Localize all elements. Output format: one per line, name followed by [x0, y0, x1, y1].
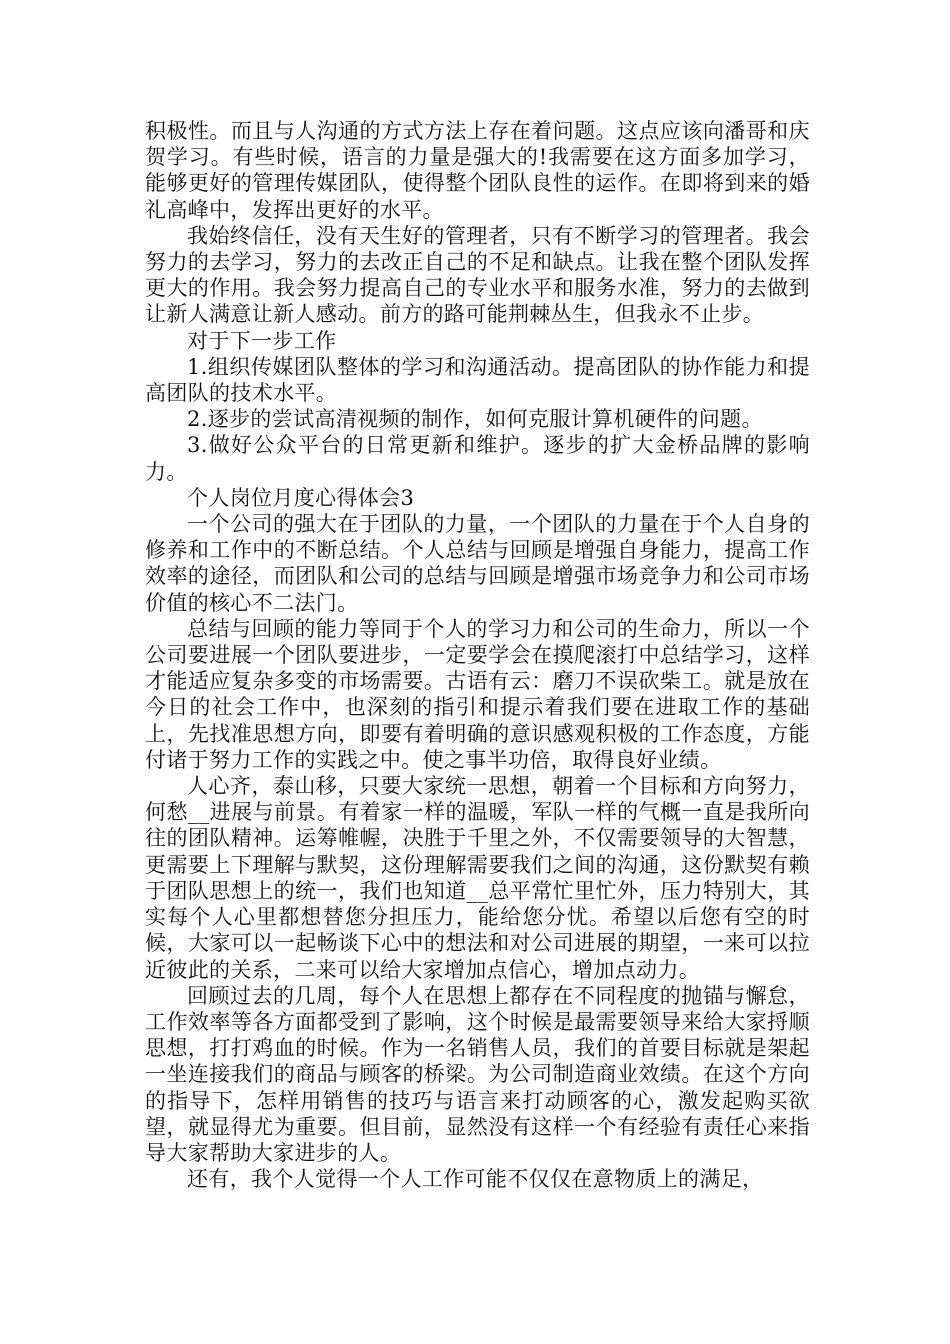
paragraph-1: 积极性。而且与人沟通的方式方法上存在着问题。这点应该向潘哥和庆贺学习。有些时候，语言的力量是强大的!我需要在这方面多加学习，能够更好的管理传媒团队，使得整个团队良性的运作。在即将到来的婚礼高峰中，发挥出更好的水平。: [145, 119, 810, 222]
paragraph-7: 还有，我个人觉得一个人工作可能不仅仅在意物质上的满足，: [187, 1167, 764, 1192]
list-item-1: 1.组织传媒团队整体的学习和沟通活动。提高团队的协作能力和提高团队的技术水平。: [145, 354, 810, 406]
paragraph-4: 总结与回顾的能力等同于个人的学习力和公司的生命力，所以一个公司要进展一个团队要进步，一定要学会在摸爬滚打中总结学习，这样才能适应复杂多变的市场需要。古语有云：磨刀不误砍柴工。就是放在今日的社会工作中，也深刻的指引和提示着我们要在进取工作的基础上，先找准思想方向，即要有着明确的意识感观积极的工作态度，方能付诸于努力工作的实践之中。使之事半功倍，取得良好业绩。: [145, 616, 810, 772]
paragraph-6: 回顾过去的几周，每个人在思想上都存在不同程度的抛锚与懈怠，工作效率等各方面都受到了影响，这个时候是最需要领导来给大家捋顺思想，打打鸡血的时候。作为一名销售人员，我们的首要目标就是架起一坐连接我们的商品与顾客的桥梁。为公司制造商业效绩。在这个方向的指导下，怎样用销售的技巧与语言来打动顾客的心，激发起购买欲望，就显得尤为重要。但目前，显然没有这样一个有经验有责任心来指导大家帮助大家进步的人。: [145, 983, 810, 1165]
paragraph-2: 我始终信任，没有天生好的管理者，只有不断学习的管理者。我会努力的去学习，努力的去改正自己的不足和缺点。让我在整个团队发挥更大的作用。我会努力提高自己的专业水平和服务水准，努力的去做到让新人满意让新人感动。前方的路可能荆棘丛生，但我永不止步。: [145, 223, 810, 327]
list-item-2: 2.逐步的尝试高清视频的制作，如何克服计算机硬件的问题。: [187, 407, 763, 432]
paragraph-5: 人心齐，泰山移，只要大家统一思想，朝着一个目标和方向努力，何愁__进展与前景。有着家一样的温暖，军队一样的气概一直是我所向往的团队精神。运筹帷幄，决胜于千里之外，不仅需要领导的大智慧，更需要上下理解与默契，这份理解需要我们之间的沟通，这份默契有赖于团队思想上的统一，我们也知道__总平常忙里忙外，压力特别大，其实每个人心里都想替您分担压力，能给您分忧。希望以后您有空的时候，大家可以一起畅谈下心中的想法和对公司进展的期望，一来可以拉近彼此的关系，二来可以给大家增加点信心，增加点动力。: [145, 774, 810, 982]
section-heading-monthly-reflection: 个人岗位月度心得体会3: [187, 485, 415, 510]
paragraph-3: 一个公司的强大在于团队的力量，一个团队的力量在于个人自身的修养和工作中的不断总结。个人总结与回顾是增强自身能力，提高工作效率的途径，而团队和公司的总结与回顾是增强市场竞争力和公司市场价值的核心不二法门。: [145, 512, 810, 615]
list-item-3: 3.做好公众平台的日常更新和维护。逐步的扩大金桥品牌的影响力。: [145, 433, 810, 484]
document-page: [145, 118, 810, 1192]
section-heading-next-steps: 对于下一步工作: [187, 328, 337, 353]
